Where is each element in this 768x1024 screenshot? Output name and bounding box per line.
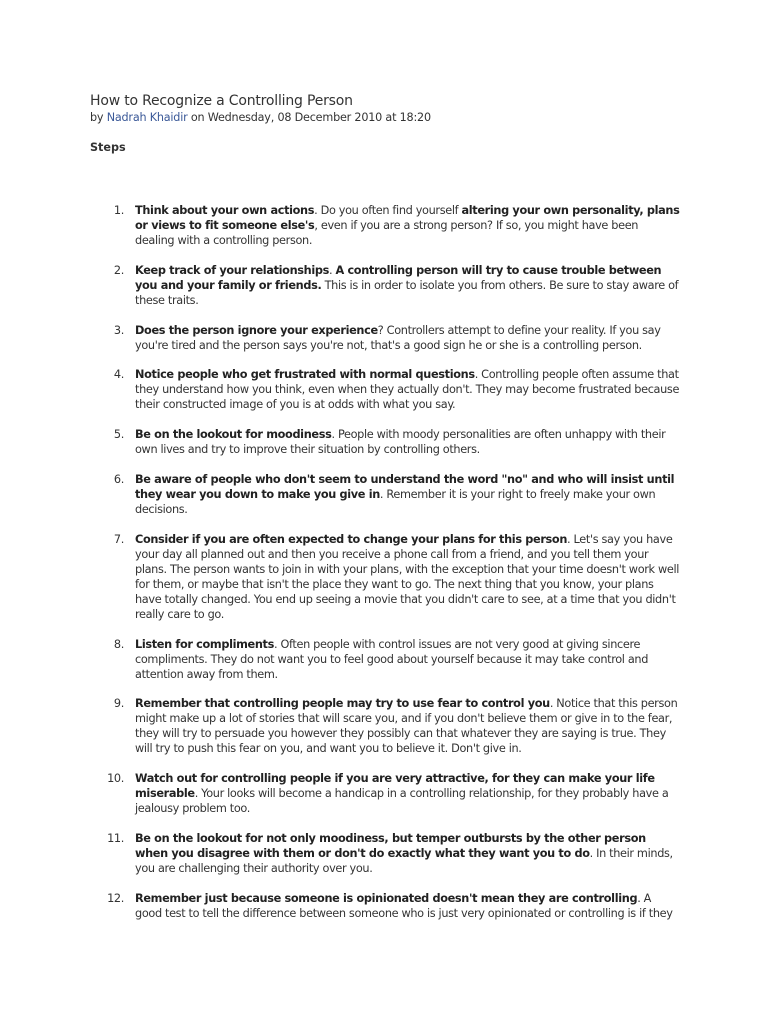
step-number: 1. [113,204,124,217]
step-heading: Remember just because someone is opinionated doesn't mean they are controlling [135,891,638,905]
steps-heading: Steps [90,141,126,154]
step-text: . Your looks will become a handicap in a controlling relationship, for they probably have a jealousy problem too. [135,787,669,816]
step-text: . Controlling people often assume that they understand how you think, even when they actually don't. They may become frustrated because their constructed image of you is at odds with what you say. [135,368,680,412]
step-item [100,637,680,682]
step-number: 10. [107,772,124,786]
step-item [100,367,680,412]
step-number: 9. [113,697,124,711]
step-text: This is in order to isolate you from others. Be sure to stay aware of these traits. [135,278,679,307]
step-item [100,532,680,622]
step-item [100,203,680,248]
step-heading: Keep track of your relationships [135,263,329,277]
step-number: 7. [113,532,124,546]
step-text: ? Controllers attempt to define your reality. If you say you're tired and the person says you're not, that's a good sign he or she is a controlling person. [135,323,661,352]
step-item [100,831,680,876]
step-text: . People with moody personalities are often unhappy with their own lives and try to improve their situation by controlling others. [135,428,666,457]
step-text: . Remember it is your right to freely make your own decisions. [135,487,656,516]
step-text: , even if you are a strong person? If so, you might have been dealing with a controlling person. [135,219,639,247]
step-text: . Do you often find yourself [314,204,462,217]
step-heading: Be aware of people who don't seem to understand the word "no" and who will insist until they wear you down to make you give in [135,472,675,501]
step-number: 3. [113,323,124,337]
byline [90,111,431,124]
step-number: 12. [107,891,124,905]
step-number: 4. [113,368,124,382]
step-text: . Let's say you have your day all planned out and then you receive a phone call from a friend, and you tell them your plans. The person wants to join in with your plans, with the exception that your time doesn't work well for them, or maybe that isn't the place they want to go. The next thing that you know, your plans have totally changed. You end up seeing a movie that you didn't care to see, at a time that you didn't really care to go. [135,532,680,621]
step-text: . In their minds, you are challenging their authority over you. [135,846,673,875]
step-item [100,427,680,457]
step-number: 6. [113,472,124,486]
byline-date: on Wednesday, 08 December 2010 at 18:20 [187,111,431,124]
step-heading: Does the person ignore your experience [135,323,378,337]
step-heading: Remember that controlling people may try to use fear to control you [135,697,550,711]
steps-list [100,203,680,921]
byline-prefix: by [90,111,107,124]
step-emphasis: altering your own personality, plans or views to fit someone else's [135,204,680,232]
step-item [100,696,680,756]
step-text: . Notice that this person might make up a lot of stories that will scare you, and if you don't believe them or give in to the fear, they will try to persuade you however they possibly can that whatever they are saying is true. They will try to push this fear on you, and want you to believe it. Don't give in. [135,697,678,756]
article-title: How to Recognize a Controlling Person [90,93,353,109]
step-item [100,771,680,816]
step-item [100,323,680,353]
step-heading: Notice people who get frustrated with normal questions [135,368,475,382]
step-item [100,263,680,308]
step-text: . [328,263,336,277]
step-heading: Watch out for controlling people if you are very attractive, for they can make your life miserable [135,772,655,801]
step-emphasis: A controlling person will try to cause trouble between you and your family or friends. [135,263,662,292]
step-heading: Be on the lookout for not only moodiness, but temper outbursts by the other person when you disagree with them or don't do exactly what they want you to do [135,831,646,860]
step-item [100,472,680,517]
step-number: 8. [113,637,124,651]
step-heading: Be on the lookout for moodiness [135,428,332,442]
step-item [100,891,680,921]
step-heading: Listen for compliments [135,637,274,651]
step-heading: Think about your own actions [135,204,315,217]
step-heading: Consider if you are often expected to change your plans for this person [135,532,568,546]
author-link[interactable]: Nadrah Khaidir [106,111,188,124]
step-text: . A good test to tell the difference between someone who is just very opinionated or controlling is if they [135,891,673,920]
step-number: 5. [113,428,124,442]
step-number: 2. [113,263,124,277]
step-number: 11. [107,831,124,845]
step-text: . Often people with control issues are not very good at giving sincere compliments. They do not want you to feel good about yourself because it may take control and attention away from them. [135,637,649,681]
